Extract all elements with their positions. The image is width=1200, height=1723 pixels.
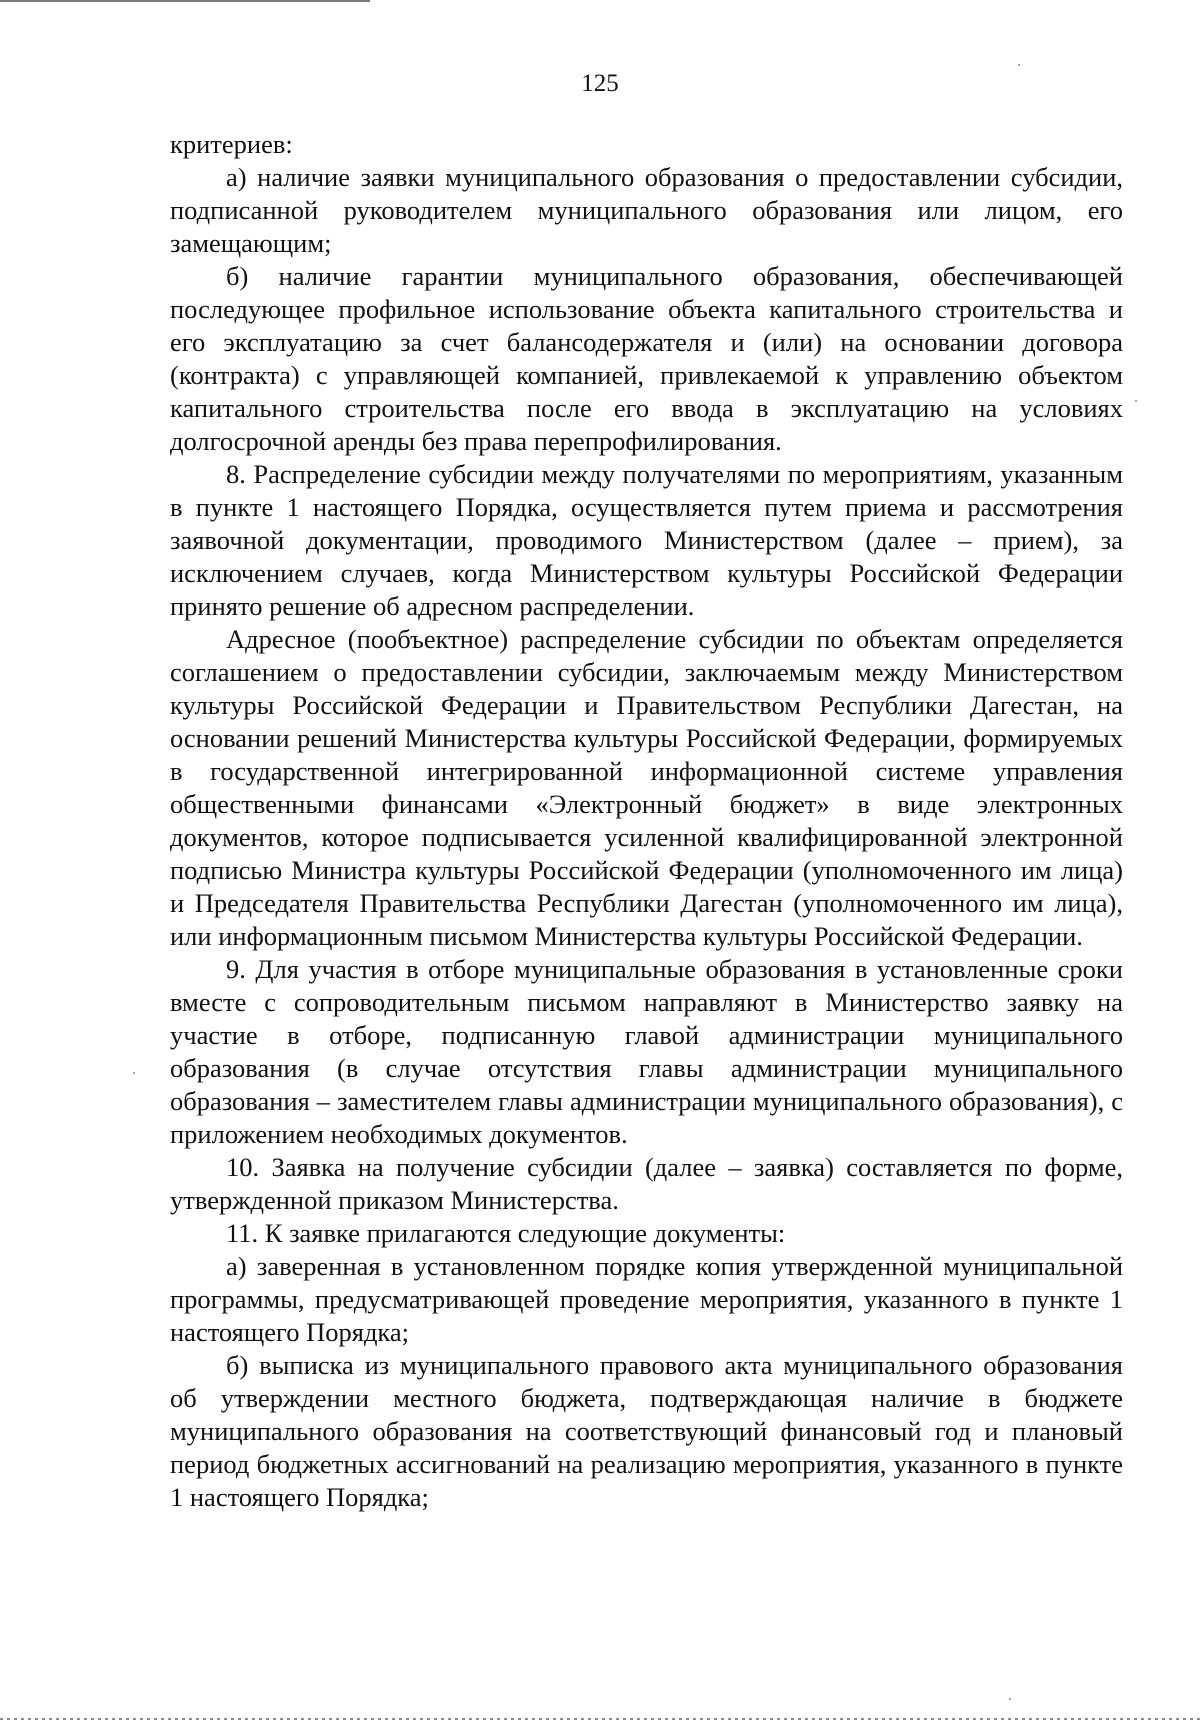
scan-speck: [1009, 1698, 1011, 1700]
document-body: [170, 128, 1123, 1514]
scan-speck: [1018, 64, 1020, 66]
paragraph-section-9: 9. Для участия в отборе муниципальные образования в установленные сроки вместе с сопроводительным письмом направляют в Министерство заявку на участие в отборе, подписанную главой администрации муниципального образования (в случае отсутствия главы администрации муниципального образования – заместителем главы администрации муниципального образования), с приложением необходимых документов.: [170, 954, 1123, 1149]
paragraph-section-8: 8. Распределение субсидии между получателями по мероприятиям, указанным в пункте 1 настоящего Порядка, осуществляется путем приема и рассмотрения заявочной документации, проводимого Министерством (далее – прием), за исключением случаев, когда Министерством культуры Российской Федерации принято решение об адресном распределении.: [170, 459, 1123, 621]
paragraph-section-10: 10. Заявка на получение субсидии (далее – заявка) составляется по форме, утвержденной приказом Министерства.: [170, 1152, 1123, 1215]
paragraph-address-distribution: Адресное (пообъектное) распределение субсидии по объектам определяется соглашением о предоставлении субсидии, заключаемым между Министерством культуры Российской Федерации и Правительством Республики Дагестан, на основании решений Министерства культуры Российской Федерации, формируемых в государственной интегрированной информационной системе управления общественными финансами «Электронный бюджет» в виде электронных документов, которое подписывается усиленной квалифицированной электронной подписью Министра культуры Российской Федерации (уполномоченного им лица) и Председателя Правительства Республики Дагестан (уполномоченного им лица), или информационным письмом Министерства культуры Российской Федерации.: [170, 624, 1123, 951]
paragraph-section-11: 11. К заявке прилагаются следующие документы:: [226, 1218, 786, 1248]
page-number: 125: [581, 70, 619, 97]
paragraph-item-a: а) наличие заявки муниципального образования о предоставлении субсидии, подписанной руководителем муниципального образования или лицом, его замещающим;: [170, 162, 1123, 258]
paragraph-item-a-documents: а) заверенная в установленном порядке копия утвержденной муниципальной программы, предусматривающей проведение мероприятия, указанного в пункте 1 настоящего Порядка;: [170, 1251, 1123, 1347]
scan-edge-bottom: [0, 1718, 1200, 1720]
paragraph-item-b: б) наличие гарантии муниципального образования, обеспечивающей последующее профильное использование объекта капитального строительства и его эксплуатацию за счет балансодержателя и (или) на основании договора (контракта) с управляющей компанией, привлекаемой к управлению объектом капитального строительства после его ввода в эксплуатацию на условиях долгосрочной аренды без права перепрофилирования.: [170, 261, 1123, 456]
scan-speck: [133, 1072, 135, 1074]
scan-edge-top: [0, 0, 370, 2]
paragraph-item-b-documents: б) выписка из муниципального правового акта муниципального образования об утверждении местного бюджета, подтверждающая наличие в бюджете муниципального образования на соответствующий финансовый год и плановый период бюджетных ассигнований на реализацию мероприятия, указанного в пункте 1 настоящего Порядка;: [170, 1350, 1123, 1512]
paragraph-continuation: критериев:: [170, 129, 293, 159]
scan-speck: [1135, 400, 1137, 402]
